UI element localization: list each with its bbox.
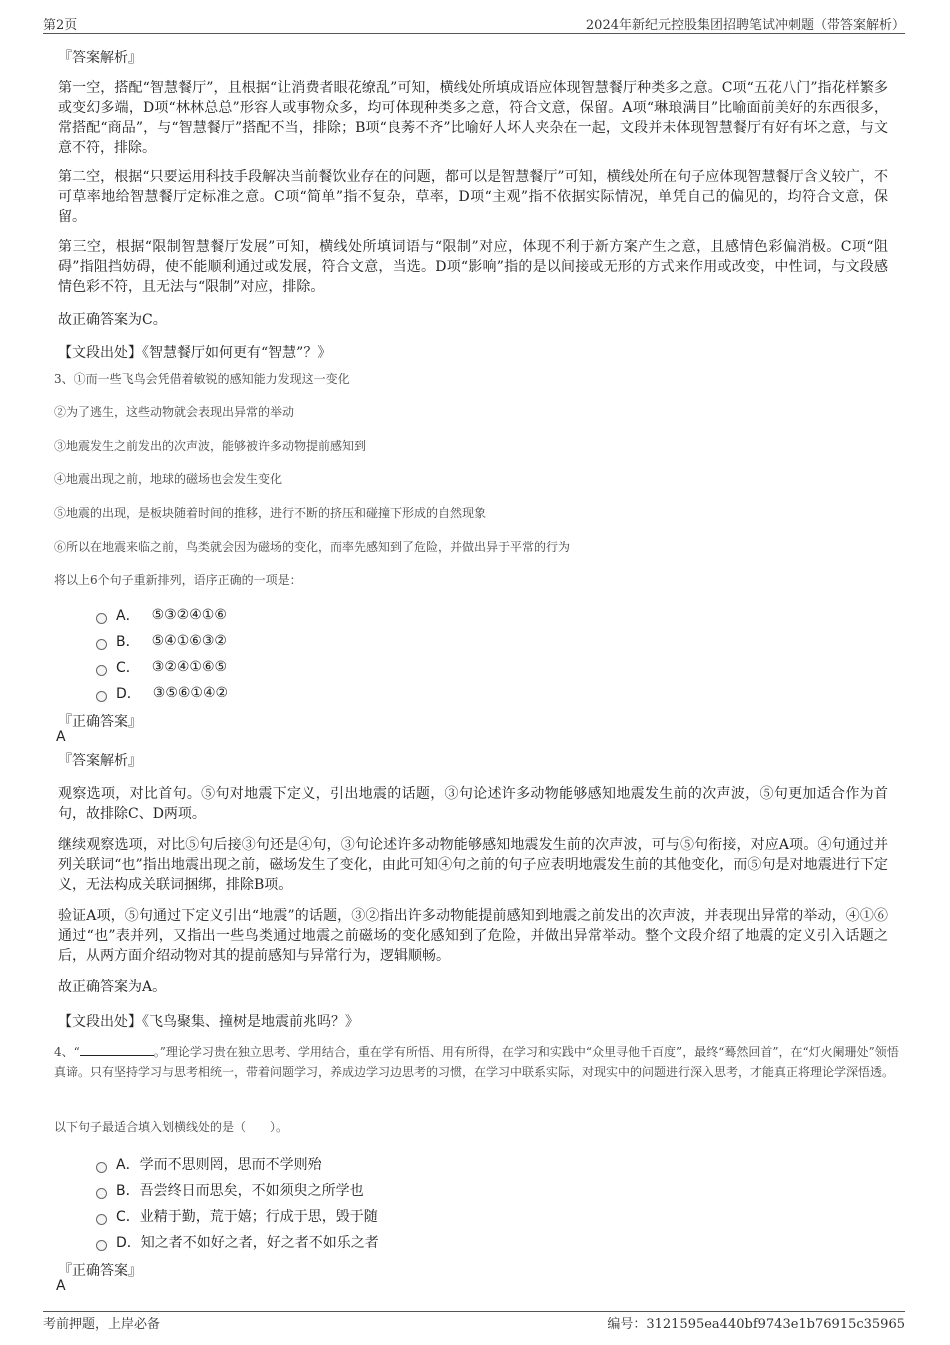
q3-analysis-heading: 『答案解析』 bbox=[58, 753, 142, 769]
option-text: 知之者不如好之者，好之者不如乐之者 bbox=[140, 1235, 379, 1251]
q4-option-a[interactable] bbox=[96, 1154, 322, 1174]
q3-analysis-paragraph-3: 验证A项，⑤句通过下定义引出“地震”的话题，③②指出许多动物能提前感知到地震之前发出的次声波，并表现出异常的举动，④①⑥通过“也”表并列，又指出一些鸟类通过地震之前磁场的变化感知到了危险，并做出异常举动。整个文段介绍了地震的定义引入话题之后，从两方面介绍动物对其的提前感知与异常行为，逻辑顺畅。 bbox=[58, 908, 888, 964]
q4-answer: A bbox=[56, 1278, 66, 1294]
q2-analysis-heading: 『答案解析』 bbox=[58, 50, 142, 66]
q4-stem: 以下句子最适合填入划横线处的是（ ）。 bbox=[54, 1120, 289, 1134]
option-letter: A． bbox=[116, 1157, 140, 1173]
q3-option-d[interactable] bbox=[96, 683, 228, 703]
q4-passage-text: 。”理论学习贵在独立思考、学用结合，重在学有所悟、用有所得，在学习和实践中“众里寻他千百度”，最终“蓦然回首”，在“灯火阑珊处”领悟真谛。只有坚持学习与思考相统一，带着问题学习，养成边学习边思考的习惯，在学习中联系实际，对现实中的问题进行深入思考，才能真正将理论学深悟透。 bbox=[54, 1045, 899, 1079]
radio-icon[interactable] bbox=[96, 613, 107, 624]
q2-analysis-paragraph-2: 第二空，根据“只要运用科技手段解决当前餐饮业存在的问题，都可以是智慧餐厅”可知，横线处所在句子应体现智慧餐厅含义较广，不可草率地给智慧餐厅定标准之意。C项“简单”指不复杂，草率，D项“主观”指不依据实际情况，单凭自己的偏见的，均符合文意，保留。 bbox=[58, 169, 888, 225]
q3-sentence-3: ③地震发生之前发出的次声波，能够被许多动物提前感知到 bbox=[54, 439, 367, 453]
option-letter: C． bbox=[116, 660, 140, 676]
option-text: 业精于勤，荒于嬉；行成于思，毁于随 bbox=[139, 1209, 378, 1225]
q4-prefix: 4、“ bbox=[54, 1045, 80, 1059]
radio-icon[interactable] bbox=[96, 639, 107, 650]
q3-analysis-paragraph-2: 继续观察选项，对比⑤句后接③句还是④句，③句论述许多动物能够感知地震发生前的次声波，可与⑤句衔接，对应A项。④句通过并列关联词“也”指出地震出现之前，磁场发生了变化，由此可知④句之前的句子应表明地震发生前的其他变化，而⑤句是对地震进行下定义，无法构成关联词捆绑，排除B项。 bbox=[58, 837, 888, 893]
q3-option-c[interactable] bbox=[96, 657, 227, 677]
radio-icon[interactable] bbox=[96, 1162, 107, 1173]
document-title: 2024年新纪元控股集团招聘笔试冲刺题（带答案解析） bbox=[585, 18, 905, 33]
header-divider bbox=[43, 33, 905, 34]
q4-answer-heading: 『正确答案』 bbox=[58, 1263, 142, 1279]
q2-source: 【文段出处】《智慧餐厅如何更有“智慧”？》 bbox=[58, 345, 332, 361]
option-text: ③②④①⑥⑤ bbox=[151, 659, 228, 675]
radio-icon[interactable] bbox=[96, 1214, 107, 1225]
radio-icon[interactable] bbox=[96, 1188, 107, 1199]
q3-conclusion: 故正确答案为A。 bbox=[58, 979, 167, 995]
option-text: 吾尝终日而思矣，不如须臾之所学也 bbox=[139, 1183, 364, 1199]
footer-divider bbox=[43, 1311, 905, 1312]
q3-sentence-1: 3、①而一些飞鸟会凭借着敏锐的感知能力发现这一变化 bbox=[54, 372, 350, 386]
document-id: 编号：3121595ea440bf9743e1b76915c35965 bbox=[607, 1317, 905, 1332]
q3-option-b[interactable] bbox=[96, 631, 227, 651]
q4-option-c[interactable] bbox=[96, 1206, 378, 1226]
option-letter: D． bbox=[116, 686, 141, 702]
q3-stem: 将以上6个句子重新排列，语序正确的一项是： bbox=[54, 573, 302, 587]
option-text: ⑤③②④①⑥ bbox=[151, 607, 227, 623]
q4-option-d[interactable] bbox=[96, 1232, 379, 1252]
q3-sentence-5: ⑤地震的出现，是板块随着时间的推移，进行不断的挤压和碰撞下形成的自然现象 bbox=[54, 506, 487, 520]
q2-conclusion: 故正确答案为C。 bbox=[58, 312, 167, 328]
q3-analysis-paragraph-1: 观察选项，对比首句。⑤句对地震下定义，引出地震的话题，③句论述许多动物能够感知地震发生前的次声波，⑤句更加适合作为首句，故排除C、D两项。 bbox=[58, 786, 888, 822]
q2-analysis-paragraph-3: 第三空，根据“限制智慧餐厅发展”可知，横线处所填词语与“限制”对应，体现不利于新方案产生之意，且感情色彩偏消极。C项“阻碍”指阻挡妨碍，使不能顺利通过或发展，符合文意，当选。D项“影响”指的是以间接或无形的方式来作用或改变，中性词，与文段感情色彩不符，且无法与“限制”对应，排除。 bbox=[58, 239, 888, 295]
q3-sentence-6: ⑥所以在地震来临之前，鸟类就会因为磁场的变化，而率先感知到了危险，并做出异于平常的行为 bbox=[54, 540, 571, 554]
q3-sentence-2: ②为了逃生，这些动物就会表现出异常的举动 bbox=[54, 405, 295, 419]
q3-option-a[interactable] bbox=[96, 605, 227, 625]
option-text: 学而不思则罔，思而不学则殆 bbox=[139, 1157, 322, 1173]
q3-source: 【文段出处】《飞鸟聚集、撞树是地震前兆吗？》 bbox=[58, 1014, 359, 1030]
option-text: ⑤④①⑥③② bbox=[151, 633, 227, 649]
option-letter: A． bbox=[116, 608, 140, 624]
footer-slogan: 考前押题，上岸必备 bbox=[43, 1317, 161, 1332]
option-letter: C． bbox=[116, 1209, 140, 1225]
q3-answer: A bbox=[56, 729, 66, 745]
q4-option-b[interactable] bbox=[96, 1180, 364, 1200]
option-text: ③⑤⑥①④② bbox=[152, 685, 229, 701]
radio-icon[interactable] bbox=[96, 665, 107, 676]
q3-sentence-4: ④地震出现之前，地球的磁场也会发生变化 bbox=[54, 472, 283, 486]
fill-blank bbox=[80, 1043, 154, 1056]
q2-analysis-paragraph-1: 第一空，搭配“智慧餐厅”，且根据“让消费者眼花缭乱”可知，横线处所填成语应体现智慧餐厅种类多之意。C项“五花八门”指花样繁多或变幻多端，D项“林林总总”形容人或事物众多，均可体现种类多之意，符合文意，保留。A项“琳琅满目”比喻面前美好的东西很多，常搭配“商品”，与“智慧餐厅”搭配不当，排除；B项“良莠不齐”比喻好人坏人夹杂在一起，文段并未体现智慧餐厅有好有坏之意，与文意不符，排除。 bbox=[58, 80, 888, 156]
option-letter: B． bbox=[116, 634, 140, 650]
radio-icon[interactable] bbox=[96, 1240, 107, 1251]
option-letter: B． bbox=[116, 1183, 140, 1199]
option-letter: D． bbox=[116, 1235, 141, 1251]
q4-passage bbox=[54, 1042, 904, 1082]
page-number: 第2页 bbox=[43, 18, 78, 33]
radio-icon[interactable] bbox=[96, 691, 107, 702]
q3-answer-heading: 『正确答案』 bbox=[58, 714, 142, 730]
